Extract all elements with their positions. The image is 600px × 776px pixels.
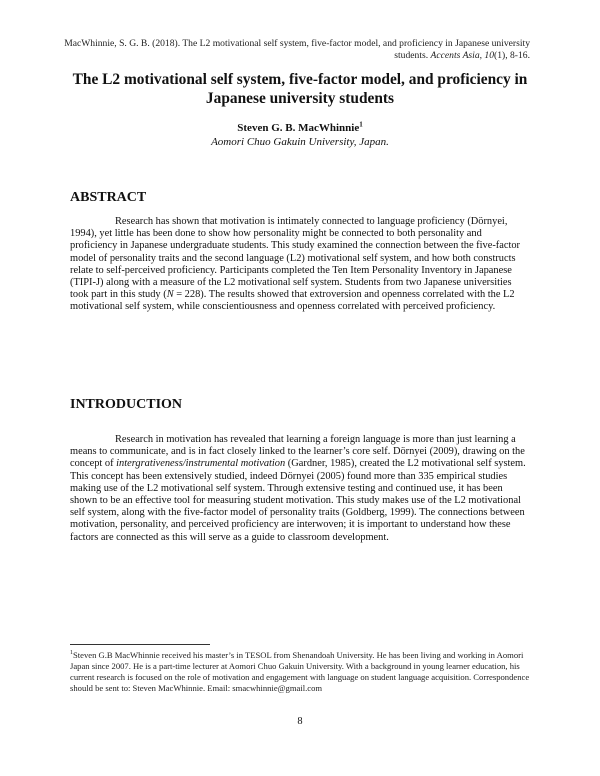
- abstract-n-symbol: N: [166, 289, 174, 301]
- page-number: 8: [297, 716, 303, 727]
- author-footnote-mark: 1: [359, 120, 363, 129]
- citation-main: MacWhinnie, S. G. B. (2018). The L2 motivational self system, five-factor model, and proficiency in Japanese university students.: [64, 38, 530, 61]
- footnote-text: Steven G.B MacWhinnie received his master’s in TESOL from Shenandoah University. He has been living and working in Aomori Japan since 2007. He is a part-time lecturer at Aomori Chuo Gakuin University. With a background in young learner education, his current research is focused on the role of motivation and engagement with language on student language acquisition. Correspondence should be sent to: Steven MacWhinnie. Email: smacwhinnie@gmail.com: [70, 650, 530, 693]
- abstract-text-1: Research has shown that motivation is intimately connected to language proficiency (Dörnyei, 1994), yet little has been done to show how personality might be connected to both personality and proficiency in Japanese undergraduate students. This study examined the connection between the five-factor model of personality traits and the second language (L2) motivational self system, and how both constructs relate to self-perceived proficiency. Participants completed the Ten Item Personality Inventory in Japanese (TIPI-J) along with a measure of the L2 motivational self system. Students from two Japanese universities took part in this study (: [70, 216, 521, 301]
- paper-title: The L2 motivational self system, five-factor model, and proficiency in Japanese university students: [72, 71, 528, 107]
- intro-text-2: (Gardner, 1985), created the L2 motivational self system. This concept has been extensively studied, indeed Dörnyei (2005) found more than 335 empirical studies making use of the L2 motivational self system. Through extensive testing and continued use, it has been shown to be an effective tool for measuring student motivation. This study makes use of the L2 motivational self system, along with the five-factor model of personality traits (Goldberg, 1999). The connections between motivation, personality, and perceived proficiency are interwoven; it is important to understand how these factors are connected as this will serve as a guide to classroom development.: [70, 458, 526, 543]
- author-line: [60, 122, 540, 135]
- author-footnote: [70, 650, 530, 694]
- abstract-text-2: = 228). The results showed that extroversion and openness correlated with the L2 motivational self system, while conscientiousness and openness correlated with perceived proficiency.: [70, 289, 515, 313]
- abstract-paragraph: [70, 216, 530, 314]
- introduction-paragraph: [70, 434, 530, 544]
- running-header-citation: [60, 38, 530, 61]
- footnote-mark: 1: [70, 650, 73, 657]
- author-name: Steven G. B. MacWhinnie: [237, 122, 360, 134]
- intro-text-1: Research in motivation has revealed that learning a foreign language is more than just learning a means to communicate, and is in fact closely linked to the learner’s core self. Dörnyei (2009), drawing on the concept of: [70, 434, 525, 470]
- citation-journal: Accents Asia, 10: [430, 49, 495, 61]
- abstract-heading: ABSTRACT: [70, 190, 147, 205]
- intro-italic-term: intergrativeness/instrumental motivation: [116, 458, 286, 470]
- citation-rest: (1), 8-16.: [494, 49, 530, 61]
- author-affiliation: Aomori Chuo Gakuin University, Japan.: [211, 136, 389, 148]
- footnote-separator: [70, 644, 210, 645]
- introduction-heading: INTRODUCTION: [70, 397, 183, 412]
